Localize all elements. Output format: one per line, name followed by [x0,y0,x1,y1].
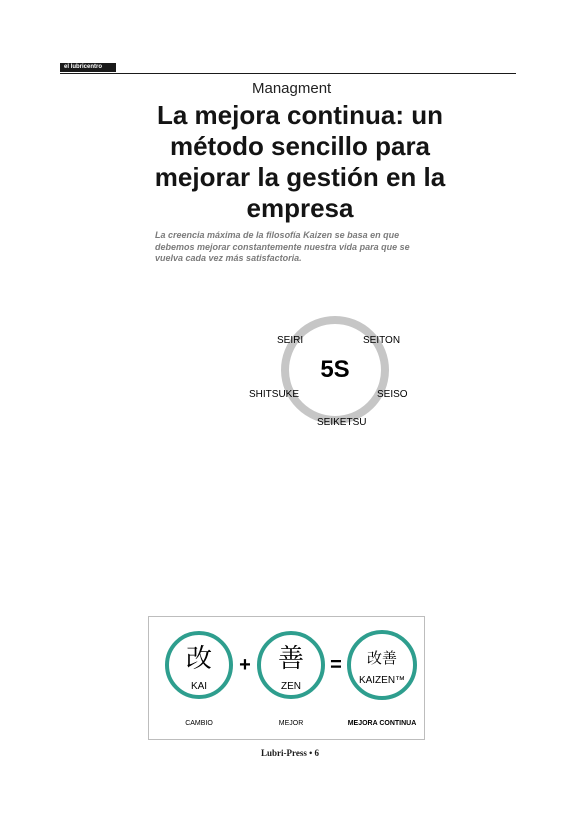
5s-diagram [245,285,425,455]
label-seiton: SEITON [363,335,401,346]
article-kicker: Managment [252,80,332,97]
kaizen-label: KAIZEN™ [358,675,406,686]
kai-caption: CAMBIO [185,720,213,727]
section-tag [60,63,116,72]
kai-label: KAI [190,681,208,692]
kai-kanji: 改 [185,644,213,673]
kaizen-caption: MEJORA CONTINUA [347,720,417,727]
article-title: La mejora continua: un método sencillo para mejorar la gestión en la empresa [154,100,446,223]
zen-caption: MEJOR [278,720,304,727]
5s-center: 5S [320,356,350,383]
header-rule [60,73,516,74]
page-folio: Lubri-Press • 6 [261,748,319,758]
section-label: el lubricentro [64,64,103,70]
zen-label: ZEN [281,681,301,692]
zen-kanji: 善 [277,644,305,673]
equals-sign: = [330,654,342,676]
label-seiketsu: SEIKETSU [317,417,367,428]
label-seiso: SEISO [377,389,408,400]
label-shitsuke: SHITSUKE [249,389,300,400]
kaizen-diagram [148,616,425,740]
article-lead: La creencia máxima de la filosofía Kaizen se basa en que debemos mejorar constantemente nuestra vida para que se vuelva cada vez más satisfactoria. [155,230,410,263]
kaizen-kanji: 改善 [366,651,398,667]
plus-sign: + [239,654,251,676]
label-seiri: SEIRI [277,335,304,346]
